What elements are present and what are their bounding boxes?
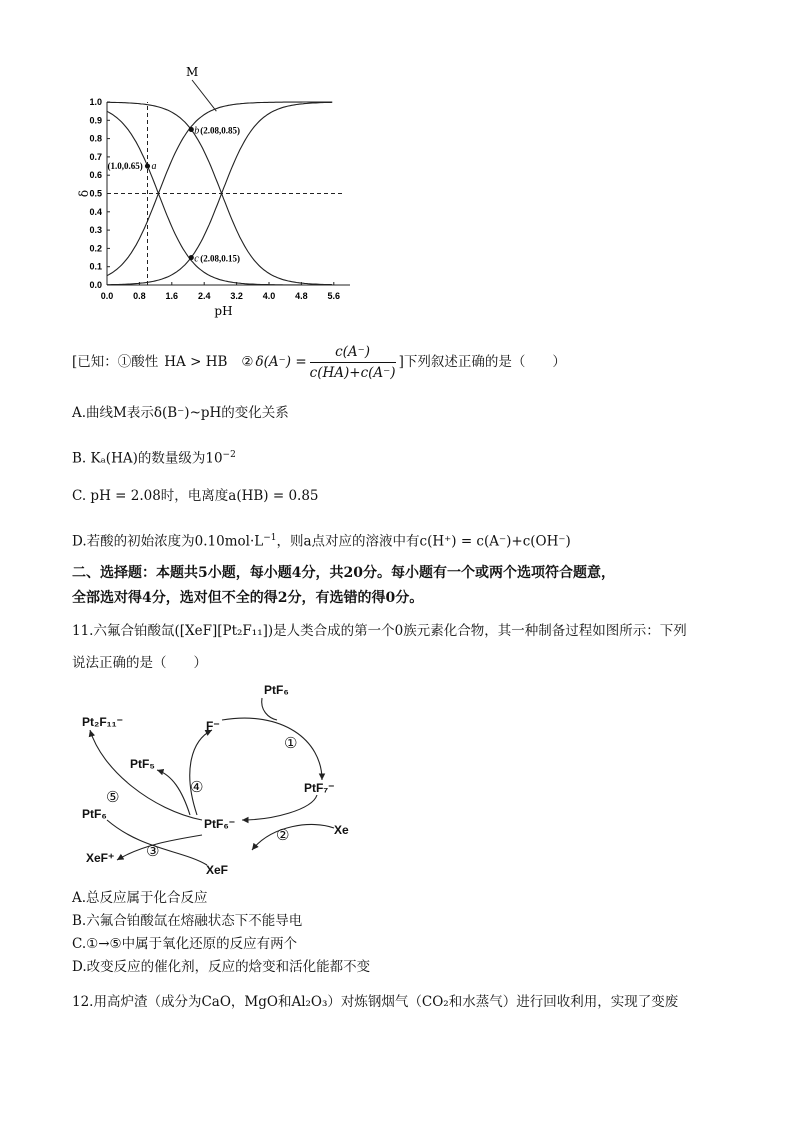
q10-option-d-text: D.若酸的初始浓度为0.10mol·L: [72, 533, 264, 550]
y-tick-label: 0.3: [89, 225, 102, 236]
q11-stem-line2: 说法正确的是（ ）: [72, 655, 207, 671]
x-tick-label: 2.4: [197, 291, 211, 301]
species-ptf5: PtF₅: [130, 757, 155, 771]
x-tick-label: 0.0: [100, 291, 114, 301]
species-xe: Xe: [334, 823, 349, 837]
x-tick-label: 0.8: [133, 291, 146, 301]
y-tick-label: 0.1: [89, 261, 102, 272]
y-tick-label: 0.0: [89, 280, 102, 290]
q10-option-d-post: ，则a点对应的溶液中有c(H⁺) = c(A⁻)+c(OH⁻): [276, 533, 571, 550]
q11-option-c: C.①→⑤中属于氧化还原的反应有两个: [72, 936, 298, 952]
point-c: [189, 255, 194, 260]
y-tick-label: 0.9: [89, 115, 102, 126]
arrow-ptf6-to-fminus: [190, 730, 212, 815]
q10-known-prefix: [已知：①酸性: [72, 354, 159, 370]
q11-option-a: A.总反应属于化合反应: [72, 890, 208, 906]
step-5-label: ⑤: [106, 788, 120, 806]
section2-line2: 全部选对得4分，选对但不全的得2分，有选错的得0分。: [72, 590, 424, 606]
step-4-label: ④: [190, 778, 204, 796]
curve-m-leader: [192, 80, 216, 111]
y-tick-label: 1.0: [89, 97, 102, 107]
y-axis-label: δ: [77, 189, 91, 198]
chart-curves: [107, 65, 332, 285]
y-tick-label: 0.4: [89, 206, 102, 217]
x-tick-label: 4.8: [295, 291, 308, 301]
x-tick-label: 1.6: [165, 291, 179, 301]
q11-stem-line1: 11.六氟合铂酸氙([XeF][Pt₂F₁₁])是人类合成的第一个0族元素化合物，其一种制备过程如图所示：下列: [72, 623, 687, 639]
q10-delta-lhs: δ(A⁻) =: [255, 354, 307, 370]
x-axis-label: pH: [214, 304, 233, 318]
curve-m-label: M: [185, 65, 199, 79]
step-3-label: ③: [146, 842, 160, 860]
q10-option-d-exp: −1: [263, 533, 277, 543]
q10-known-suffix: ]下列叙述正确的是（ ）: [398, 354, 566, 370]
reaction-cycle-diagram: [72, 680, 372, 885]
step-2-label: ②: [276, 826, 290, 844]
arrow-step4: [157, 770, 190, 815]
q10-known: [72, 343, 566, 382]
q10-option-c: C. pH = 2.08时，电离度a(HB) = 0.85: [72, 488, 319, 504]
arrow-ptf7-to-ptf6: [242, 795, 317, 820]
arrow-step5: [90, 730, 202, 820]
distribution-chart: [70, 60, 360, 320]
q10-option-b-exp: −2: [222, 450, 236, 460]
species-xef: XeF: [206, 863, 229, 877]
y-tick-label: 0.6: [89, 170, 102, 181]
y-tick-label: 0.8: [89, 133, 102, 144]
y-tick-label: 0.7: [89, 151, 102, 162]
arrow-step1: [222, 718, 322, 780]
point-b-coord: (2.08,0.85): [200, 125, 240, 136]
arrow-step2: [252, 824, 334, 850]
point-c-name: c: [194, 253, 199, 265]
q11-option-d: D.改变反应的催化剂，反应的焓变和活化能都不变: [72, 959, 371, 975]
x-tick-label: 4.0: [262, 291, 276, 301]
q10-frac-num: c(A⁻): [310, 343, 396, 363]
q10-option-a: A.曲线M表示δ(B⁻)~pH的变化关系: [72, 405, 289, 421]
species-xef-plus: XeF⁺: [86, 851, 115, 865]
q10-known-mid: ②: [241, 354, 254, 370]
q11-option-b: B.六氟合铂酸氙在熔融状态下不能导电: [72, 913, 303, 929]
point-b-name: b: [194, 125, 200, 137]
species-ptf6-top: PtF₆: [264, 683, 289, 697]
species-ptf6-minus: PtF₆⁻: [204, 817, 236, 831]
step-1-label: ①: [284, 734, 298, 752]
point-a-coord: (1.0,0.65): [107, 161, 143, 172]
x-tick-label: 3.2: [230, 291, 243, 301]
q10-option-d: [72, 529, 571, 551]
species-ptf7: PtF₇⁻: [304, 781, 335, 795]
chart-points: [108, 125, 240, 264]
point-a: [145, 163, 150, 168]
species-pt2f11: Pt₂F₁₁⁻: [82, 715, 123, 729]
y-tick-label: 0.2: [89, 243, 102, 254]
point-c-coord: (2.08,0.15): [200, 253, 240, 264]
section2-line1: 二、选择题：本题共5小题，每小题4分，共20分。每小题有一个或两个选项符合题意，: [72, 565, 615, 581]
q10-fraction: [310, 343, 396, 382]
y-tick-label: 0.5: [89, 188, 102, 199]
q10-option-b: [72, 446, 236, 468]
point-b: [189, 127, 194, 132]
q10-option-b-text: B. Kₐ(HA)的数量级为10: [72, 450, 223, 467]
q10-acidity: HA > HB: [164, 354, 228, 370]
x-tick-label: 5.6: [327, 291, 341, 301]
q10-frac-den: c(HA)+c(A⁻): [309, 365, 396, 381]
q12-stem: 12.用高炉渣（成分为CaO，MgO和Al₂O₃）对炼钢烟气（CO₂和水蒸气）进行回收利用，实现了变废: [72, 994, 679, 1010]
point-a-name: a: [151, 161, 157, 173]
species-ptf6-left: PtF₆: [82, 807, 107, 821]
species-f-minus: F⁻: [206, 719, 220, 733]
arrow-ptf6-in: [262, 698, 277, 720]
